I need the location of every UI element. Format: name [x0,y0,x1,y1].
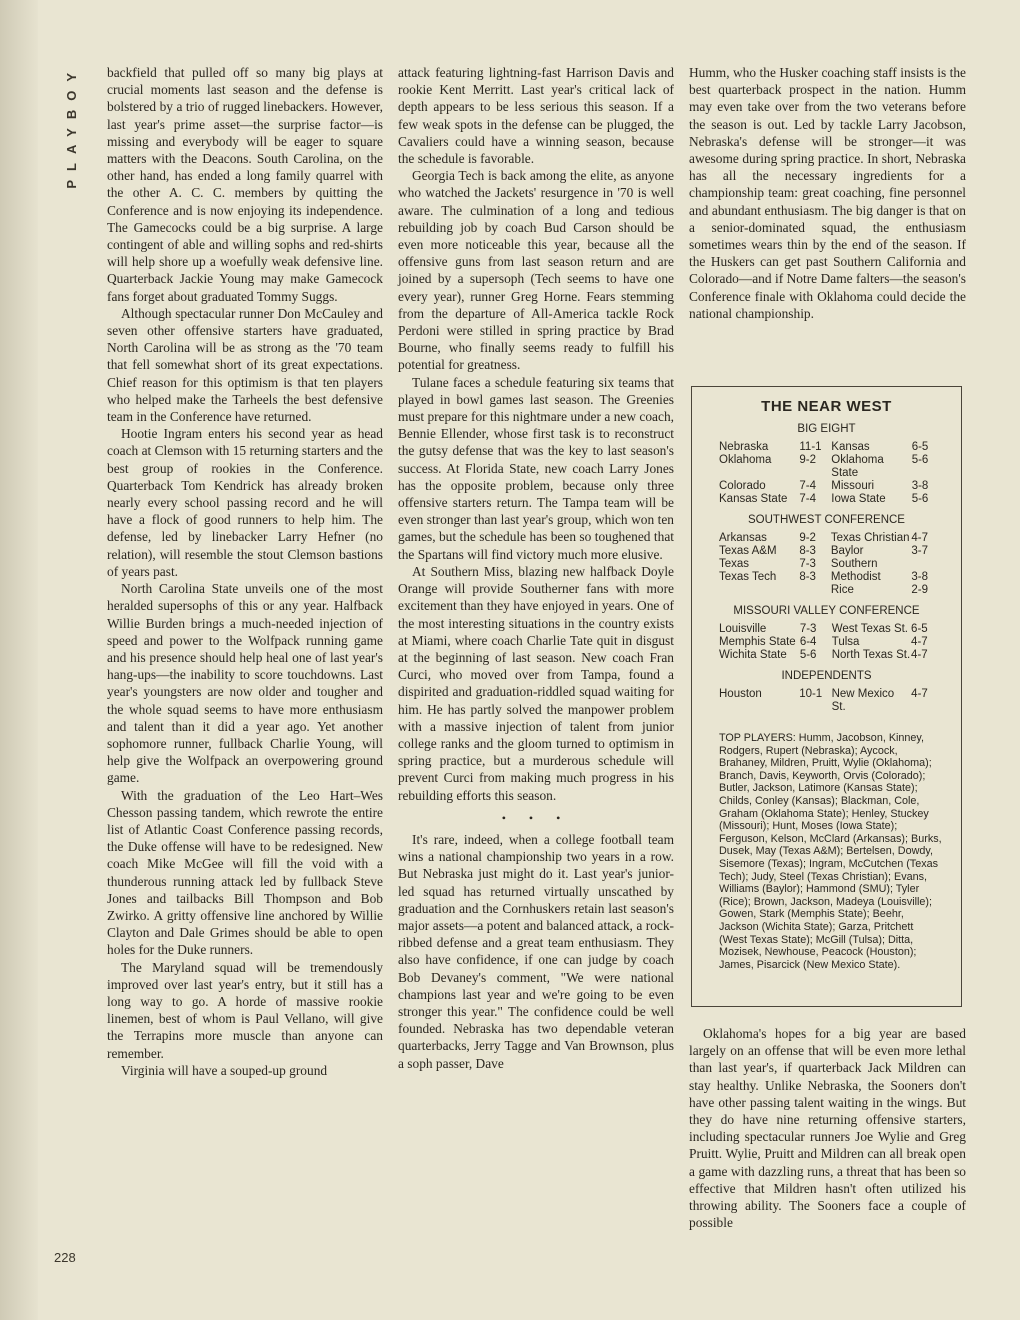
team-record: 11-1 [799,441,822,453]
team-record: 4-7 [911,688,928,700]
team-record: 8-3 [799,571,816,583]
paragraph: Humm, who the Husker coaching staff insists is the best quarterback prospect in the nation. Humm may even take over from the two veterans before the season is out. Led by tackle Larry Jacobson, Nebraska's defense will be stronger—it was awesome during spring practice. In short, Nebraska has all the necessary ingredients for a championship team: great coaching, fine personnel and abundant enthusiasm. The big danger is that on a senior-dominated squad, the enthusiasm sometimes wears thin by the end of the season. If the Huskers can get past Southern California and Colorado—and if Notre Dame falters—the season's Conference finale with Oklahoma could decide the national championship. [689,65,966,321]
team-record: 9-2 [799,532,816,544]
standings-row [719,571,943,584]
team-name: New Mexico St. [831,688,895,713]
page-number: 228 [54,1250,76,1265]
conference-list [692,423,961,714]
team-name: Oklahoma State [831,454,884,479]
paragraph: At Southern Miss, blazing new halfback Doyle Orange will provide Southerner fans with more excitement than they have enjoyed in years. One of the most interesting situations in the country exists at Miami, where coach Charlie Tate quit in disgust at the beginning of last season. New coach Fran Curci, who moved over from Tampa, found a dispirited and graduation-riddled squad waiting for him. He has partly solved the manpower problem with a massive injection of talent from junior college ranks and the gloom turned to optimism in spring practice, but a murderous schedule will prevent Curci from making much progress in his rebuilding efforts this season. [398,563,674,803]
team-record: 7-4 [799,493,817,505]
conference-title: SOUTHWEST CONFERENCE [748,514,905,526]
paragraph: The Maryland squad will be tremendously improved over last year's entry, but it still has a long way to go. A horde of massive rookie linemen, best of whom is Paul Vellano, will give the Terrapins more muscle than anyone can remember. [107,959,383,1061]
team-record: 3-7 [911,545,929,557]
team-name: Texas A&M [719,545,777,557]
team-name: Texas Christian [830,532,910,544]
standings-row [719,623,943,636]
team-record: 7-3 [799,558,816,570]
team-record: 5-6 [799,649,817,661]
team-record: 10-1 [799,688,823,700]
team-name: Houston [719,688,762,700]
team-name: Baylor [830,545,864,557]
team-record: 5-6 [911,493,929,505]
team-record [799,584,831,597]
team-name: Tulsa [831,636,860,648]
team-record: 2-9 [911,584,929,596]
standings-table [719,441,943,506]
paragraph: It's rare, indeed, when a college football team wins a national championship two years in a row. But Nebraska just might do it. Last year's junior-led squad has returned virtually unscathed by graduation and the Cornhuskers retain last season's major assets—a potent and balanced attack, a rock-ribbed defense and a great team enthusiasm. They also have confidence, if one can judge by coach Bob Devaney's comment, "We were national champions last year and we're going to be even stronger this year." The confidence could be well founded. Nebraska has two dependable veteran quarterbacks, Jerry Tagge and Van Brownson, plus a soph passer, Dave [398,831,674,1071]
standings-row [719,649,943,662]
standings-row [719,688,943,714]
team-name: North Texas St. [831,649,911,661]
team-record: 3-8 [911,571,929,583]
standings-table [719,688,943,714]
paragraph: backfield that pulled off so many big plays at crucial moments last season and the defense is bolstered by a trio of rugged linebackers. However, last year's prime asset—the surprise factor—is missing and everybody will be eager to square matters with the Deacons. South Carolina, on the other hand, has ended a long family quarrel with the other A. C. C. members by quitting the Conference and is now enjoying its independence. The Gamecocks could be a big surprise. A large contingent of able and willing sophs and red-shirts will help shore up a woefully weak defensive line. Quarterback Jackie Young may make Gamecock fans forget about graduated Tommy Suggs. [107,65,383,304]
team-record [911,558,943,571]
team-name: Iowa State [831,493,886,505]
standings-row [719,584,943,597]
team-record: 4-7 [911,649,928,661]
magazine-side-mark: PLAYBOY [64,64,79,189]
team-record: 7-3 [799,623,817,635]
team-name: Kansas [831,441,870,453]
paragraph: With the graduation of the Leo Hart–Wes Chesson passing tandem, which rewrote the entire list of Atlantic Coast Conference passing records, the Duke offense will have to be redesigned. New coach Mike McGee will fill the void with a thunderous running attack led by fullback Steve Jones and tailbacks Bill Thompson and Bob Zwirko. A gritty offensive line anchored by Willie Clayton and Dale Grimes should be able to open holes for the Duke runners. [107,787,383,958]
paragraph: Hootie Ingram enters his second year as head coach at Clemson with 15 returning starters and the best group of rookies in the Conference. Quarterback Tom Kendrick has already broken nearly every school passing record and he will have a flock of good runners to help him. The defense, led by linebacker Larry Hefner (no relation), will resemble the stout Clemson bastions of years past. [107,426,383,579]
team-name: Oklahoma [719,454,772,466]
paragraph: Tulane faces a schedule featuring six teams that played in bowl games last season. The Greenies must prepare for this nightmare under a new coach, Bennie Ellender, whose first task is to reconstruct the gutsy defense that was the key to last season's success. At Florida State, new coach Larry Jones has the opposite problem, because only three offensive starters return. The Tampa team will be even stronger than last year's group, which won ten games, but the schedule has been so toughened that the Spartans will find victory much more elusive. [398,374,674,562]
team-name: Wichita State [719,649,787,661]
binding-shadow [0,0,38,1320]
text-column-3-bottom [689,1025,966,1231]
team-name: Missouri [831,480,875,492]
team-name: West Texas St. [831,623,909,635]
team-record: 5-6 [911,454,929,466]
team-record: 7-4 [799,480,817,492]
team-record: 3-8 [911,480,929,492]
section-separator: • • • [501,810,571,825]
team-name: Nebraska [719,441,769,453]
standings-row [719,636,943,649]
team-name: Louisville [719,623,767,635]
paragraph: Oklahoma's hopes for a big year are based largely on an offense that will be even more lethal than last year's, if quarterback Jack Mildren can stay healthy. Unlike Nebraska, the Sooners don't have other passing talent waiting in the wings. But they do have nine returning offensive starters, including spectacular runners Joe Wylie and Greg Pruitt. Wylie, Pruitt and Mildren can all break open a game with dazzling runs, a threat that has been so effective that Mildren hasn't often utilized his throwing ability. The Sooners face a couple of possible [689,1026,966,1231]
paragraph: Virginia will have a souped-up ground [121,1062,328,1078]
team-name [719,584,799,597]
top-players: TOP PLAYERS: Humm, Jacobson, Kinney, Rodgers, Rupert (Nebraska); Aycock, Brahaney, Mildren, Pruitt, Wylie (Oklahoma); Branch, Davis, Keyworth, Orvis (Colorado); Butler, Jackson, Latimore (Kansas State); Childs, Conley (Kansas); Blackman, Cole, Graham (Oklahoma State); Henley, Stuckey (Missouri); Hunt, Moses (Iowa State); Ferguson, Kelson, McClard (Arkansas); Burks, Dusek, May (Texas A&M); Bertelsen, Dowdy, Sisemore (Texas); Ingram, McCutchen (Texas Tech); Judy, Steel (Texas Christian); Evans, Williams (Baylor); Hammond (SMU); Tyler (Rice); Brown, Jackson, Madeya (Louisville); Gowen, Stark (Memphis State); Beehr, Jackson (Wichita State); Garza, Pritchett (West Texas State); McGill (Tulsa); Ditta, Mozisek, Newhouse, Peacock (Houston); James, Pisarcick (New Mexico State). [719,732,942,971]
text-column-3 [689,64,966,322]
paragraph: Georgia Tech is back among the elite, as anyone who watched the Jackets' resurgence in '70 is well aware. The culmination of a long and tedious rebuilding job by coach Bud Carson should be even more noticeable this year, because all the offensive guns from last season return and are joined by a supersoph (Tech seems to have one every year), runner Greg Horne. Fears stemming from the departure of All-America tackle Rock Perdoni were stilled in spring practice by Brad Bourne, who finally seems ready to fulfill his potential for greatness. [398,168,674,373]
team-name: Texas Tech [719,571,777,583]
team-name: Rice [830,584,854,596]
standings-row [719,493,943,506]
standings-table [719,623,943,662]
paragraph: North Carolina State unveils one of the most heralded supersophs of this or any year. Halfback Willie Burden brings a much-needed injection of speed and power to the Wolfpack running game and his presence should help heal one of last year's hang-ups—the inability to score touchdowns. Last year's youngsters are now older and tougher and the whole squad seems to have more enthusiasm and talent than it did a year ago. Yet another sophomore runner, fullback Charlie Young, will help give the Wolfpack an overpowering ground game. [107,581,383,786]
paragraph: Although spectacular runner Don McCauley and seven other offensive starters have graduated, North Carolina will be as strong as the '70 team that fell somewhat short of its great expectations. Chief reason for this optimism is that ten players who helped make the Tarheels the best defensive team in the Conference have returned. [107,305,383,425]
box-title: THE NEAR WEST [761,398,892,415]
standings-row [719,441,943,454]
paragraph: attack featuring lightning-fast Harrison Davis and rookie Kent Merritt. Last year's critical lack of depth appears to be less serious this season. If a few weak spots in the defense can be plugged, the Cavaliers could have a winning season, because the schedule is favorable. [398,65,674,167]
team-name: Colorado [719,480,766,492]
conference-title: INDEPENDENTS [781,670,872,682]
conference-title: BIG EIGHT [797,423,856,435]
team-record: 6-4 [799,636,817,648]
team-record: 6-5 [911,441,929,453]
standings-table [719,532,943,597]
near-west-standings-box [691,386,962,1007]
team-record: 8-3 [799,545,816,557]
team-name: Memphis State [719,636,796,648]
team-name: Kansas State [719,493,788,505]
team-record: 4-7 [911,532,929,544]
conference-title: MISSOURI VALLEY CONFERENCE [733,605,920,617]
team-record: 9-2 [799,454,817,466]
standings-row [719,454,943,480]
standings-row [719,480,943,493]
standings-row [719,532,943,545]
text-column-1 [107,64,383,1079]
standings-row [719,545,943,558]
team-name: Methodist [830,571,881,583]
team-record: 4-7 [911,636,928,648]
team-record: 6-5 [911,623,928,635]
team-name: Texas [719,558,750,570]
text-column-2 [398,64,674,1072]
team-name: Arkansas [719,532,767,544]
team-name: Southern [830,558,878,570]
standings-row [719,558,943,571]
